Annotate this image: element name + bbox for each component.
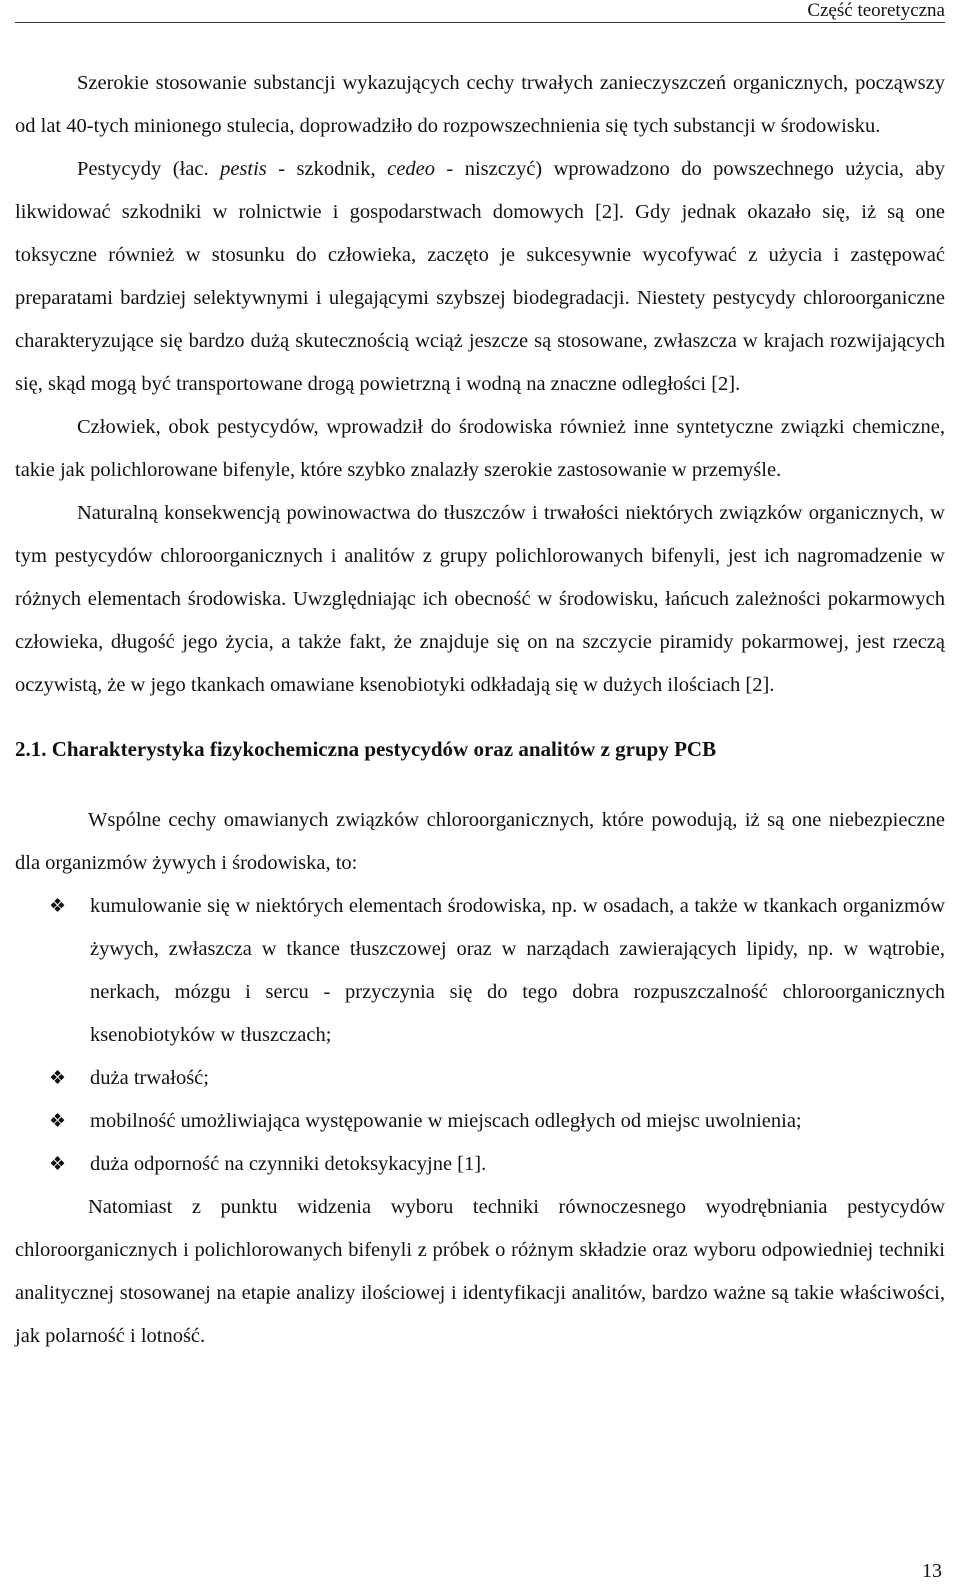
paragraph-2-part-c: - niszczyć) wprowadzono do powszechnego użycia, aby likwidować szkodniki w rolnictwie i gospodarstwach domowych [2]. Gdy jednak okazało się, iż są one toksyczne również w stosunku do człowieka, zaczęto je sukcesywnie wycofywać z użycia i zastępować preparatami bardziej selektywnymi i ulegającymi szybszej biodegradacji. Niestety pestycydy chloroorganiczne charakteryzujące się bardzo dużą skutecznością wciąż jeszcze są stosowane, zwłaszcza w krajach rozwijających się, skąd mogą być transportowane drogą powietrzną i wodną na znaczne odległości [2]. (15, 158, 945, 395)
list-item-text: duża odporność na czynniki detoksykacyjne [1]. (90, 1153, 487, 1175)
paragraph-2-part-b: - szkodnik, (266, 158, 388, 180)
intro-paragraph: Wspólne cechy omawianych związków chloroorganicznych, które powodują, iż są one niebezpieczne dla organizmów żywych i środowiska, to: (15, 809, 945, 874)
diamond-bullet-icon: ❖ (49, 1111, 67, 1132)
list-item (15, 1057, 945, 1100)
closing-paragraph: Natomiast z punktu widzenia wyboru techniki równoczesnego wyodrębniania pestycydów chloroorganicznych i polichlorowanych bifenyli z próbek o różnym składzie oraz wyboru odpowiedniej techniki analitycznej stosowanej na etapie analizy ilościowej i identyfikacji analitów, bardzo ważne są takie właściwości, jak polarność i lotność. (15, 1196, 945, 1347)
list-item-text: mobilność umożliwiająca występowanie w miejscach odległych od miejsc uwolnienia; (90, 1110, 802, 1132)
section-title: Część teoretyczna (807, 0, 945, 21)
paragraph-3: Człowiek, obok pestycydów, wprowadził do środowiska również inne syntetyczne związki chemiczne, takie jak polichlorowane bifenyle, które szybko znalazły szerokie zastosowanie w przemyśle. (15, 416, 945, 481)
list-item (15, 1143, 945, 1186)
diamond-bullet-icon: ❖ (49, 1154, 67, 1175)
paragraph-2 (15, 148, 945, 406)
latin-term-pestis: pestis (220, 158, 267, 180)
page-body (15, 62, 945, 1358)
page-number: 13 (922, 1560, 942, 1582)
diamond-bullet-icon: ❖ (49, 896, 67, 917)
bullet-list (15, 885, 945, 1186)
list-item (15, 1100, 945, 1143)
list-item-text: duża trwałość; (90, 1067, 209, 1089)
paragraph-4: Naturalną konsekwencją powinowactwa do tłuszczów i trwałości niektórych związków organicznych, w tym pestycydów chloroorganicznych i analitów z grupy polichlorowanych bifenyli, jest ich nagromadzenie w różnych elementach środowiska. Uwzględniając ich obecność w środowisku, łańcuch zależności pokarmowych człowieka, długość jego życia, a także fakt, że znajduje się on na szczycie piramidy pokarmowej, jest rzeczą oczywistą, że w jego tkankach omawiane ksenobiotyki odkładają się w dużych ilościach [2]. (15, 502, 945, 696)
section-heading: 2.1. Charakterystyka fizykochemiczna pestycydów oraz analitów z grupy PCB (15, 737, 717, 761)
diamond-bullet-icon: ❖ (49, 1068, 67, 1089)
list-item (15, 885, 945, 1057)
paragraph-1: Szerokie stosowanie substancji wykazujących cechy trwałych zanieczyszczeń organicznych, począwszy od lat 40-tych minionego stulecia, doprowadziło do rozpowszechnienia się tych substancji w środowisku. (15, 72, 945, 137)
latin-term-cedeo: cedeo (387, 158, 435, 180)
page-header (15, 0, 945, 23)
list-item-text: kumulowanie się w niektórych elementach środowiska, np. w osadach, a także w tkankach organizmów żywych, zwłaszcza w tkance tłuszczowej oraz w narządach zawierających lipidy, np. w wątrobie, nerkach, mózgu i sercu - przyczynia się do tego dobra rozpuszczalność chloroorganicznych ksenobiotyków w tłuszczach; (90, 895, 945, 1046)
paragraph-2-part-a: Pestycydy (łac. (77, 158, 221, 180)
